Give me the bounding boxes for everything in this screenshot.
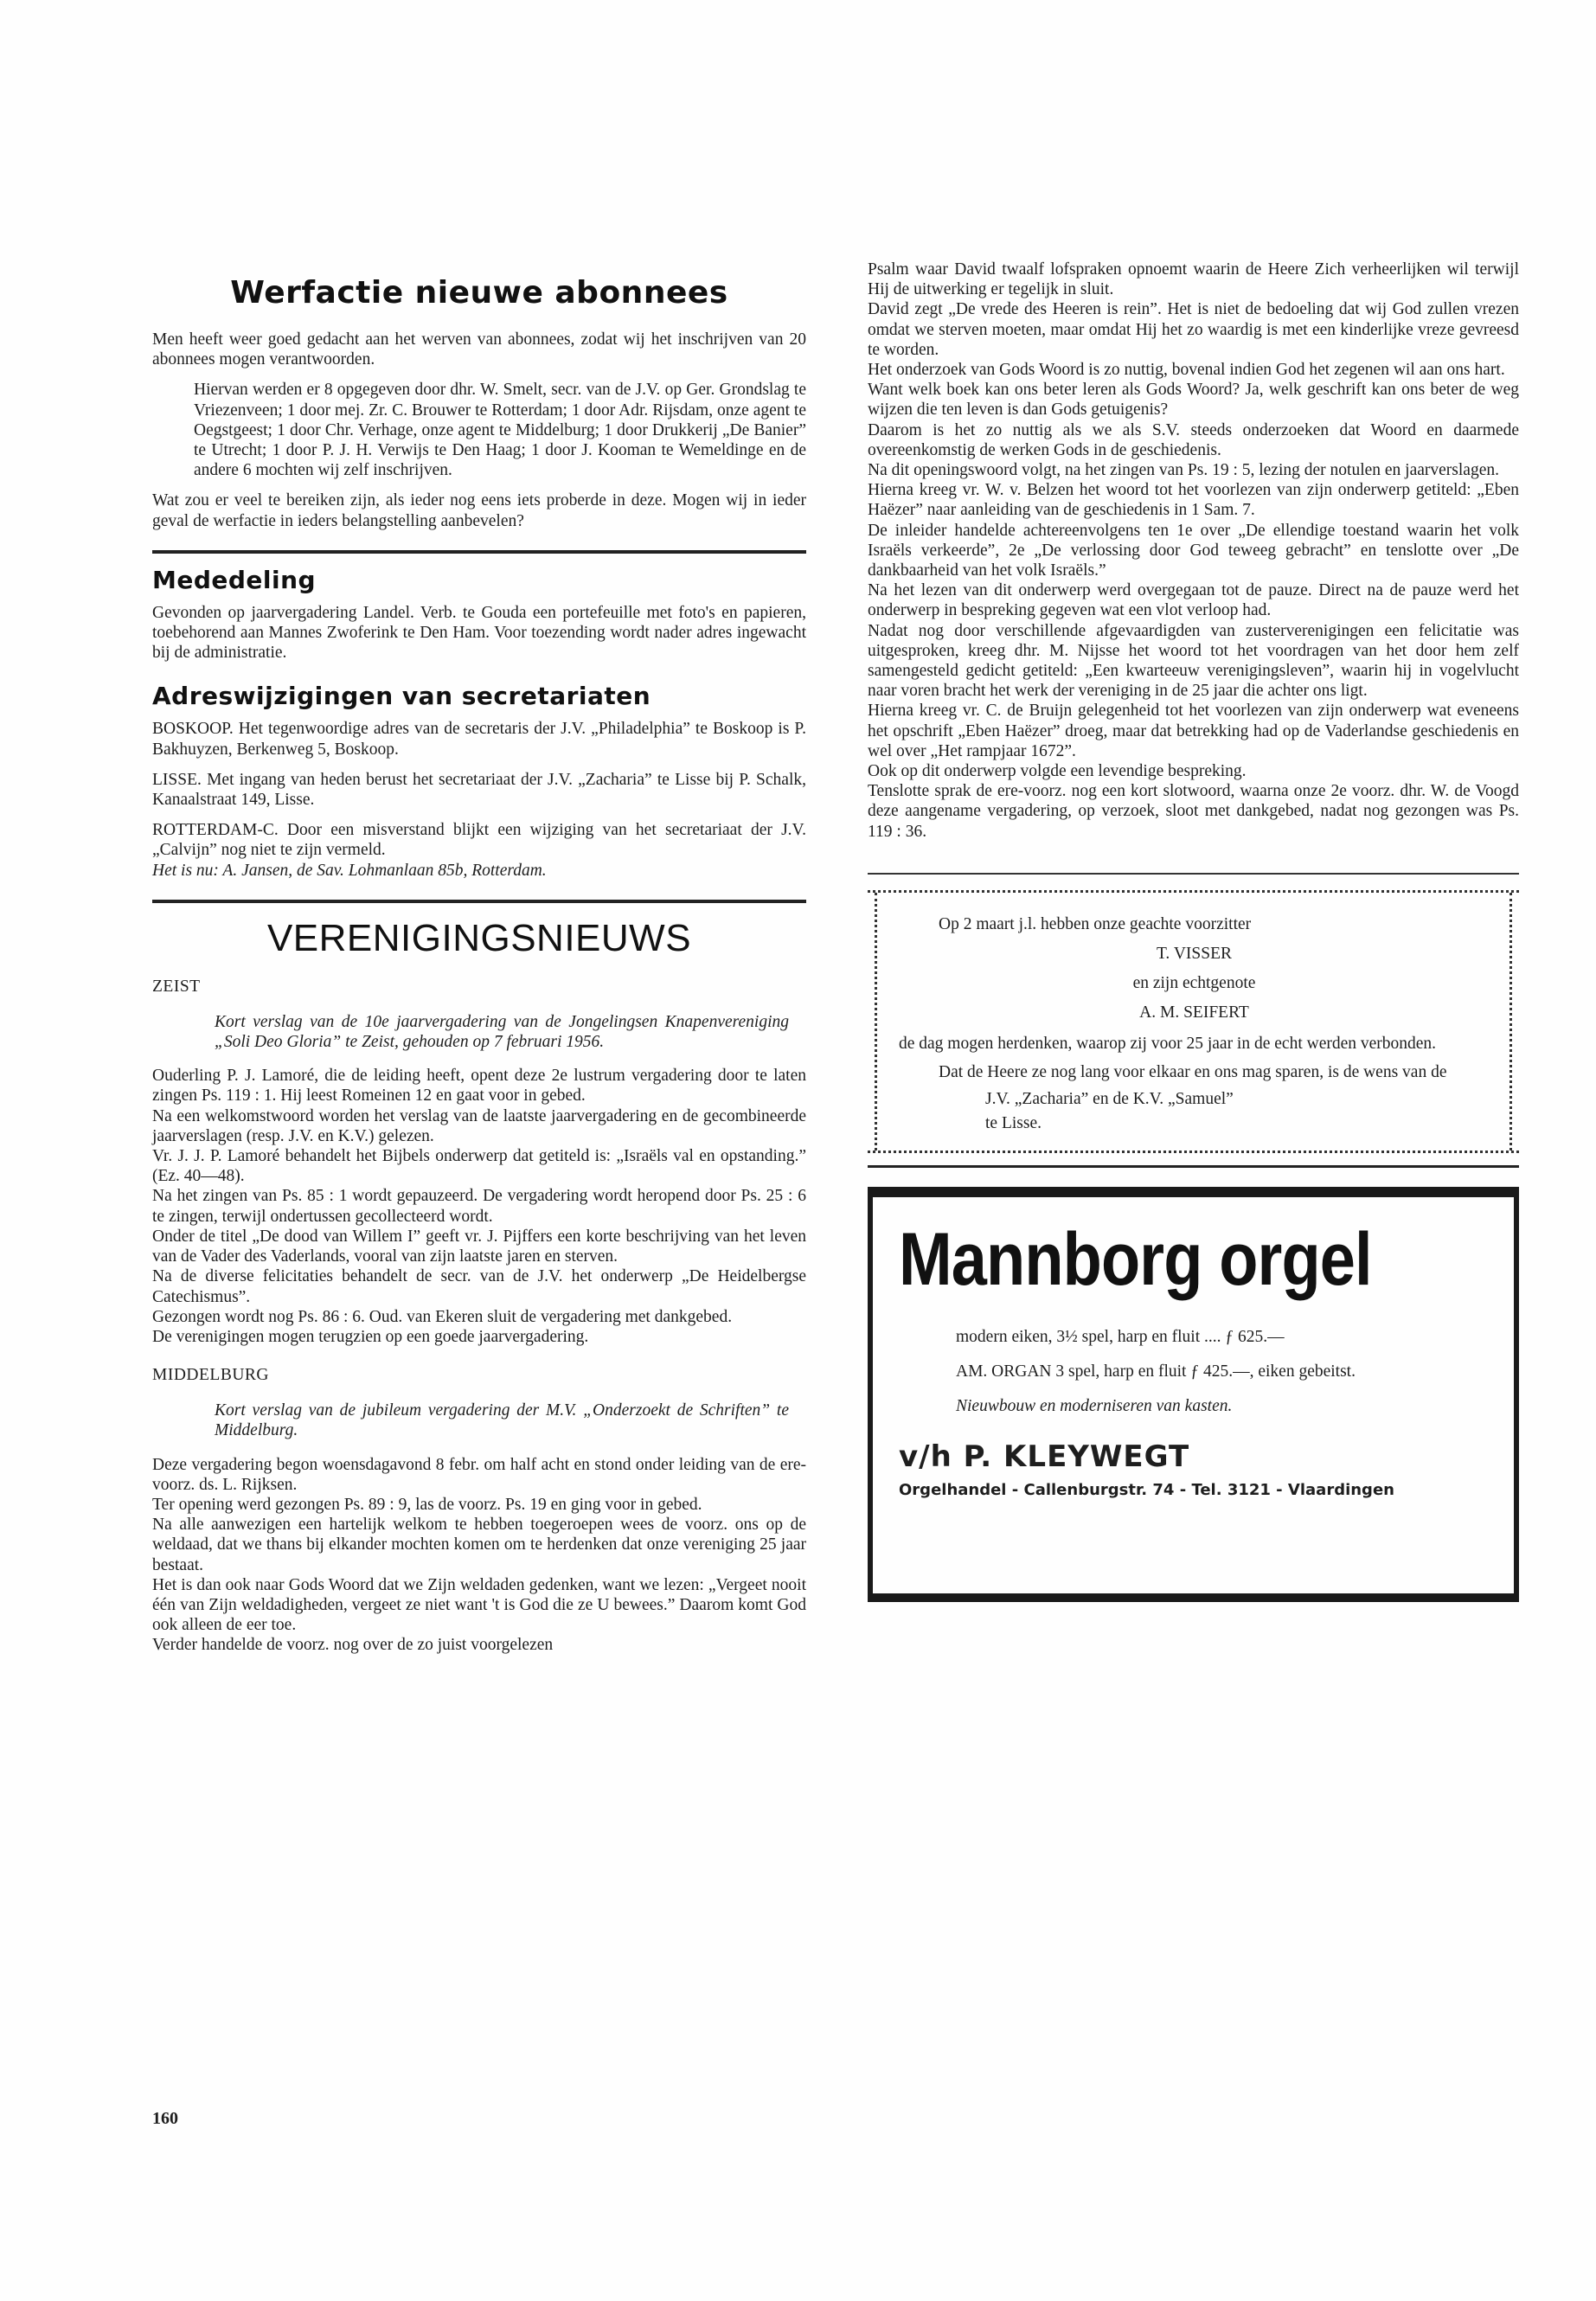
adres-paragraph: LISSE. Met ingang van heden berust het secretariaat der J.V. „Zacharia” te Lisse bij P. Schalk, Kanaalstraat 149, Lisse. [152,770,806,810]
announcement-line: Op 2 maart j.l. hebben onze geachte voorzitter [939,914,1252,933]
report-paragraph: Tenslotte sprak de ere-voorz. nog een kort slotwoord, waarna onze 2e voorz. dhr. W. de Voogd deze aangename vergadering, op verzoek, sloot met dankgebed, nadat nog gezongen was Ps. 119 : 36. [868,782,1519,841]
mededeling-heading: Mededeling [152,565,317,594]
section-divider [152,550,806,554]
announcement-line: de dag mogen herdenken, waarop zij voor 25 jaar in de echt werden verbonden. [899,1034,1437,1053]
announcement-line: Dat de Heere ze nog lang voor elkaar en ons mag sparen, is de wens van de [939,1062,1447,1081]
adres-paragraph-italic: Het is nu: A. Jansen, de Sav. Lohmanlaan 85b, Rotterdam. [152,861,547,880]
report-paragraph: Het onderzoek van Gods Woord is zo nuttig, bovenal indien God het zegenen wil aan ons hart. [868,361,1505,380]
report-paragraph: Ook op dit onderwerp volgde een levendige bespreking. [868,762,1247,781]
middelburg-paragraph: Verder handelde de voorz. nog over de zo juist voorgelezen [152,1636,554,1655]
report-paragraph: De inleider handelde achtereenvolgens ten 1e over „De ellendige toestand waarin het volk Israëls verkeerde”, 2e „De verlossing door God teweeg gebracht” en tenslotte over „De dankbaarheid van het volk Israëls.” [868,521,1519,580]
organ-advertisement [868,1187,1519,1602]
ad-title: Mannborg orgel [899,1217,1372,1301]
announcement-name: T. VISSER [1156,944,1233,963]
report-paragraph: Nadat nog door verschillende afgevaardigden van zusterverenigingen een felicitatie was uitgesproken, kreeg dhr. M. Nijsse het woord tot het voordragen van het door hem zelf samengesteld gedicht getiteld: „Een kwarteeuw verenigingsleven”, waarin hij in vogelvlucht naar voren bracht het werk der vereniging in de 25 jaar die achter ons ligt. [868,621,1519,701]
section-divider [868,1165,1519,1168]
verenigingsnieuws-heading: VERENIGINGSNIEUWS [266,916,692,959]
report-paragraph: Na dit openingswoord volgt, na het zingen van Ps. 19 : 5, lezing der notulen en jaarverslagen. [868,461,1499,480]
report-paragraph: David zegt „De vrede des Heeren is rein”. Het is niet de bedoeling dat wij God zullen vrezen omdat we sterven moeten, maar omdat Hij het zo waardig is met een kinderlijke vreze gevreesd te worden. [868,300,1519,359]
middelburg-paragraph: Deze vergadering begon woensdagavond 8 febr. om half acht en stond onder leiding van de ere-voorz. ds. L. Rijksen. [152,1455,806,1494]
zeist-paragraph: Ouderling P. J. Lamoré, die de leiding heeft, opent deze 2e lustrum vergadering door te laten zingen Ps. 119 : 1. Hij leest Romeinen 12 en gaat voor in gebed. [152,1067,806,1106]
announcement-signature: J.V. „Zacharia” en de K.V. „Samuel” [985,1089,1234,1108]
ad-line: Nieuwbouw en moderniseren van kasten. [956,1396,1233,1415]
anniversary-announcement [868,890,1519,1153]
report-paragraph: Daarom is het zo nuttig als we als S.V. steeds onderzoeken dat Woord en daarmede overeenkomstig de werken Gods in de geschiedenis. [868,420,1519,459]
report-paragraph: Psalm waar David twaalf lofspraken opnoemt waarin de Heere Zich verheerlijken wil terwijl Hij de uitwerking er tegelijk in sluit. [868,260,1519,299]
zeist-paragraph: Na de diverse felicitaties behandelt de secr. van de J.V. het onderwerp „De Heidelbergse Catechismus”. [152,1267,806,1306]
report-paragraph: Hierna kreeg vr. C. de Bruijn gelegenheid tot het voorlezen van zijn onderwerp wat eveneens het opschrift „Eben Haëzer” droeg, maar dat betrekking had op de Vaderlandse geschiedenis en wel over „Het rampjaar 1672”. [868,702,1519,760]
werfactie-heading: Werfactie nieuwe abonnees [230,275,728,311]
announcement-signature: te Lisse. [985,1113,1042,1132]
zeist-paragraph: Na het zingen van Ps. 85 : 1 wordt gepauzeerd. De vergadering wordt heropend door Ps. 25 : 6 te zingen, terwijl ondertussen gecollecteerd wordt. [152,1187,806,1226]
werfactie-paragraph: Men heeft weer goed gedacht aan het werven van abonnees, zodat wij het inschrijven van 20 abonnees mogen verantwoorden. [152,330,806,369]
middelburg-paragraph: Het is dan ook naar Gods Woord dat we Zijn weldaden gedenken, want we lezen: „Vergeet nooit één van Zijn weldadigheden, vergeet ze niet want 't is God die ze U bewees.” Daarom komt God ook alleen de eer toe. [152,1575,806,1635]
section-divider [152,900,806,903]
left-column [152,260,806,1656]
middelburg-intro: Kort verslag van de jubileum vergadering der M.V. „Onderzoekt de Schriften” te Middelburg. [215,1401,789,1440]
adres-paragraph: BOSKOOP. Het tegenwoordige adres van de secretaris der J.V. „Philadelphia” te Boskoop is P. Bakhuyzen, Berkenweg 5, Boskoop. [152,720,806,759]
ad-company: v/h P. KLEYWEGT [899,1439,1190,1474]
right-column [868,260,1519,1602]
zeist-paragraph: De verenigingen mogen terugzien op een goede jaarvergadering. [152,1327,589,1346]
mededeling-paragraph: Gevonden op jaarvergadering Landel. Verb. te Gouda een portefeuille met foto's en papieren, toebehorend aan Mannes Zwoferink te Den Ham. Voor toezending wordt nader adres ingewacht bij de administratie. [152,603,806,663]
announcement-name: A. M. SEIFERT [1139,1003,1249,1022]
report-paragraph: Want welk boek kan ons beter leren als Gods Woord? Ja, welk geschrift kan ons beter de weg wijzen die ten leven is dan Gods getuigenis? [868,381,1519,420]
announcement-line: en zijn echtgenote [1132,973,1256,992]
zeist-paragraph: Vr. J. J. P. Lamoré behandelt het Bijbels onderwerp dat getiteld is: „Israëls val en opstanding.” (Ez. 40—48). [152,1147,806,1186]
report-paragraph: Na het lezen van dit onderwerp werd overgegaan tot de pauze. Direct na de pauze werd het onderwerp in bespreking gegeven wat een vlot verloop had. [868,581,1519,620]
ad-address: Orgelhandel - Callenburgstr. 74 - Tel. 3121 - Vlaardingen [899,1480,1394,1499]
zeist-paragraph: Gezongen wordt nog Ps. 86 : 6. Oud. van Ekeren sluit de vergadering met dankgebed. [152,1307,733,1326]
werfactie-paragraph: Wat zou er veel te bereiken zijn, als ieder nog eens iets proberde in deze. Mogen wij in ieder geval de werfactie in ieders belangstelling aanbevelen? [152,491,806,530]
section-divider [868,873,1519,875]
report-paragraph: Hierna kreeg vr. W. v. Belzen het woord tot het voorlezen van zijn onderwerp getiteld: „Eben Haëzer” naar aanleiding van de geschiedenis in 1 Sam. 7. [868,481,1519,520]
zeist-paragraph: Onder de titel „De dood van Willem I” geeft vr. J. Pijffers een korte beschrijving van het leven van de Vader des Vaderlands, vooral van zijn laatste jaren en sterven. [152,1227,806,1266]
place-middelburg: MIDDELBURG [152,1366,269,1385]
adres-paragraph: ROTTERDAM-C. Door een misverstand blijkt een wijziging van het secretariaat der J.V. „Calvijn” nog niet te zijn vermeld. [152,821,806,860]
zeist-intro: Kort verslag van de 10e jaarvergadering van de Jongelingsen Knapenvereniging „Soli Deo Gloria” te Zeist, gehouden op 7 februari 1956. [215,1012,789,1052]
middelburg-paragraph: Na alle aanwezigen een hartelijk welkom te hebben toegeroepen wees de voorz. ons op de weldaad, dat we thans bij elkander mochten komen om te herdenken dat onze vereniging 25 jaar bestaat. [152,1516,806,1574]
ad-line: AM. ORGAN 3 spel, harp en fluit ƒ 425.—, eiken gebeitst. [956,1362,1356,1381]
page-number: 160 [152,2109,178,2128]
zeist-paragraph: Na een welkomstwoord worden het verslag van de laatste jaarvergadering en de gecombineerde jaarverslagen (resp. J.V. en K.V.) gelezen. [152,1106,806,1145]
ad-line: modern eiken, 3½ spel, harp en fluit .... ƒ 625.— [956,1327,1285,1346]
place-zeist: ZEIST [152,977,201,996]
adreswijzigingen-heading: Adreswijzigingen van secretariaten [152,682,651,711]
werfactie-paragraph: Hiervan werden er 8 opgegeven door dhr. W. Smelt, secr. van de J.V. op Ger. Grondslag te Vriezenveen; 1 door mej. Zr. C. Brouwer te Rotterdam; 1 door Adr. Rijsdam, onze agent te Oegstgeest; 1 door Chr. Verhage, onze agent te Middelburg; 1 door Drukkerij „De Banier” te Utrecht; 1 door P. J. H. Verwijs te Den Haag; 1 door J. Kooman te Wemeldinge en de andere 6 mochten wij zelf inschrijven. [194,381,806,480]
middelburg-paragraph: Ter opening werd gezongen Ps. 89 : 9, las de voorz. Ps. 19 en ging voor in gebed. [152,1495,702,1514]
